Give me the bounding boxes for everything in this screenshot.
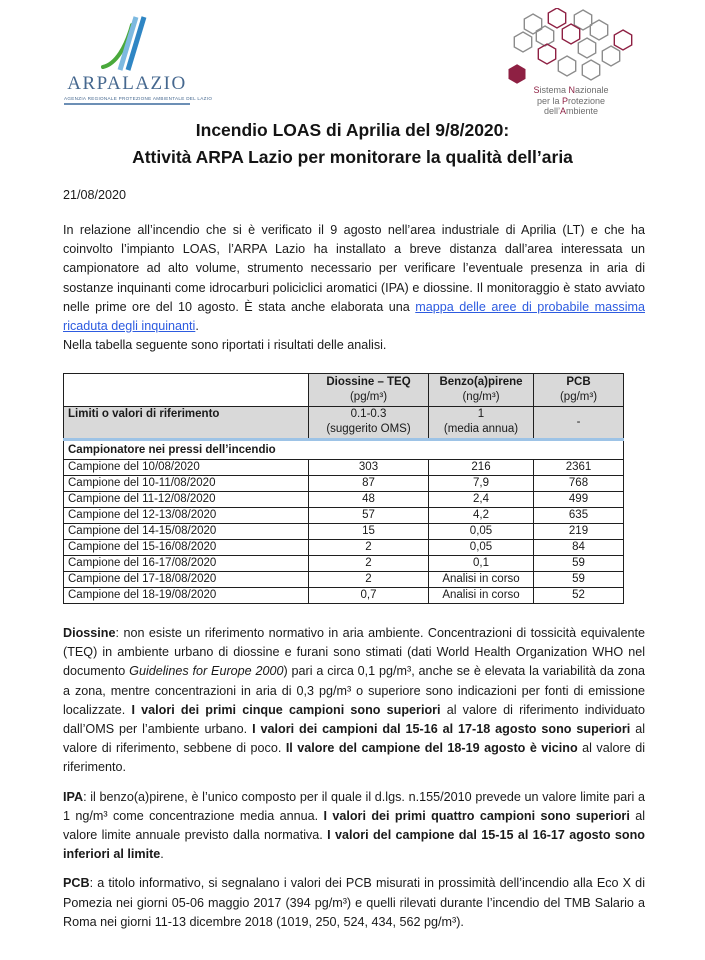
- data-cell: 768: [534, 476, 624, 492]
- row-label: Campione del 14-15/08/2020: [64, 524, 309, 540]
- data-cell: 2: [309, 540, 429, 556]
- arpalazio-logo-name: ARPALAZIO: [67, 73, 187, 94]
- table-row: [64, 540, 624, 556]
- text-segment: : non esiste un riferimento normativo in aria ambiente. Concentrazioni di tossicità equivalente (TEQ) in ambiente urbano di diossine e furani sono stimati (dati World Health Organization WHO nel documento: [63, 626, 645, 679]
- table-row: [64, 588, 624, 604]
- data-cell: 59: [534, 556, 624, 572]
- text-segment: : a titolo informativo, si segnalano i valori dei PCB misurati in prossimità dell’incendio alla Eco X di Pomezia nei giorni 05-06 maggio 2017 (394 pg/m³) e quelli rilevati durante l’incendio del TMB Salario a Roma nei giorni 11-13 dicembre 2018 (1019, 250, 524, 434, 562 pg/m³).: [63, 876, 645, 929]
- row-label: Campione del 15-16/08/2020: [64, 540, 309, 556]
- logo-text-line: [505, 96, 637, 107]
- text-segment: I valori dei primi quattro campioni sono superiori: [323, 808, 630, 823]
- text-segment: .: [160, 847, 164, 862]
- hexagon-shape: [590, 20, 607, 40]
- reference-sub: (suggerito OMS): [326, 423, 411, 435]
- column-header: [429, 374, 534, 407]
- data-cell: Analisi in corso: [429, 588, 534, 604]
- column-unit: (pg/m³): [559, 391, 598, 403]
- text-segment: istema: [539, 85, 569, 95]
- reference-row: [64, 407, 624, 440]
- text-segment: S: [533, 85, 540, 95]
- text-segment: PCB: [63, 876, 90, 891]
- results-table-body: [64, 374, 624, 604]
- data-cell: 2361: [534, 460, 624, 476]
- data-cell: 499: [534, 492, 624, 508]
- column-unit: (pg/m³): [349, 391, 388, 403]
- table-row: [64, 524, 624, 540]
- reference-value: [429, 407, 534, 440]
- document-date: 21/08/2020: [63, 188, 127, 202]
- text-segment: per la: [536, 95, 562, 106]
- reference-main: 1: [477, 408, 485, 420]
- analysis-notes: [63, 624, 645, 942]
- data-cell: 2: [309, 556, 429, 572]
- text-segment: ) pari a circa 0,1 pg/m³, anche se è elevata la variabilità da zona a zona, mentre concentrazioni in aria di 0,3 pg/m³ o superiore sono indicazioni per fonti di emissione localizzate.: [63, 664, 645, 717]
- hexagon-shape: [538, 44, 555, 64]
- hexagon-shape: [602, 46, 619, 66]
- results-table: [63, 373, 624, 604]
- text-segment: al valore di riferimento, sebbene di poco.: [63, 722, 646, 756]
- hexagon-shape: [524, 14, 541, 34]
- diossine-paragraph: [63, 624, 645, 778]
- arpalazio-logo-subtitle: AGENZIA REGIONALE PROTEZIONE AMBIENTALE DEL LAZIO: [64, 96, 190, 105]
- logo-text-line: [505, 85, 637, 96]
- table-row: [64, 556, 624, 572]
- text-segment: mbiente: [566, 106, 599, 116]
- table-row: [64, 492, 624, 508]
- text-segment: Il valore del campione del 18-19 agosto è vicino: [285, 741, 578, 756]
- reference-value: [309, 407, 429, 440]
- inline-link[interactable]: mappa delle aree di probabile massima ricaduta degli inquinanti: [63, 299, 645, 334]
- data-cell: 0,1: [429, 556, 534, 572]
- reference-label: Limiti o valori di riferimento: [64, 407, 309, 440]
- hexagon-shape: [582, 60, 599, 80]
- data-cell: 216: [429, 460, 534, 476]
- column-title: Benzo(a)pirene: [439, 376, 523, 388]
- header-row: [64, 374, 624, 407]
- reference-main: 0.1-0.3: [350, 408, 387, 420]
- row-label: Campione del 16-17/08/2020: [64, 556, 309, 572]
- intro-paragraph: [63, 221, 645, 336]
- hexagon-shape: [562, 24, 579, 44]
- title-line-2: Attività ARPA Lazio per monitorare la qualità dell’aria: [132, 147, 573, 167]
- text-segment: al valore di riferimento individuato dall’OMS per l’ambiente urbano.: [63, 702, 645, 737]
- data-cell: 84: [534, 540, 624, 556]
- column-title: PCB: [566, 376, 591, 388]
- text-segment: al valore di riferimento.: [63, 741, 645, 775]
- data-cell: 4,2: [429, 508, 534, 524]
- data-cell: Analisi in corso: [429, 572, 534, 588]
- data-cell: 219: [534, 524, 624, 540]
- data-cell: 303: [309, 460, 429, 476]
- row-label: Campione del 12-13/08/2020: [64, 508, 309, 524]
- results-table-wrap: [63, 373, 624, 604]
- text-segment: In relazione all’incendio che si è verificato il 9 agosto nell’area industriale di Aprilia (LT) e che ha coinvolto l’impianto LOAS, l’ARPA Lazio ha installato a breve distanza dall’area interessata un campionatore ad alto volume, strumento necessario per verificare l’eventuale presenza in aria di sostanze inquinanti come idrocarburi policiclici aromatici (IPA) e diossine. Il monitoraggio è stato avviato nelle prime ore del 10 agosto. È stata anche elaborata una: [63, 223, 645, 314]
- text-segment: Guidelines for Europe 2000: [129, 664, 284, 679]
- title-line-1: Incendio LOAS di Aprilia del 9/8/2020:: [195, 120, 510, 140]
- text-segment: dell’: [543, 106, 560, 116]
- hexagon-shape: [514, 32, 531, 52]
- table-row: [64, 508, 624, 524]
- row-label: Campione del 11-12/08/2020: [64, 492, 309, 508]
- row-label: Campione del 18-19/08/2020: [64, 588, 309, 604]
- data-cell: 48: [309, 492, 429, 508]
- text-segment: N: [568, 85, 575, 95]
- snpa-hexagons-icon: [487, 8, 637, 86]
- pcb-paragraph: [63, 874, 645, 932]
- data-cell: 7,9: [429, 476, 534, 492]
- row-label: Campione del 10/08/2020: [64, 460, 309, 476]
- corner-cell: [64, 374, 309, 407]
- row-label: Campione del 10-11/08/2020: [64, 476, 309, 492]
- arpalazio-logo: [64, 14, 213, 105]
- data-cell: 0,7: [309, 588, 429, 604]
- reference-main: -: [576, 416, 581, 428]
- column-unit: (ng/m³): [462, 391, 500, 403]
- snpa-logo: [487, 8, 637, 117]
- text-segment: Diossine: [63, 626, 116, 640]
- text-segment: : il benzo(a)pirene, è l’unico composto per il quale il d.lgs. n.155/2010 prevede un valore limite pari a 1 ng/m³ come concentrazione media annua.: [63, 789, 645, 823]
- intro-section: [63, 221, 645, 355]
- text-segment: .: [195, 319, 199, 334]
- arpalazio-mark-icon: [96, 14, 158, 72]
- hexagon-shape: [558, 56, 575, 76]
- text-segment: A: [559, 106, 566, 116]
- document-title: [0, 117, 705, 171]
- table-row: [64, 572, 624, 588]
- text-segment: rotezione: [568, 95, 606, 106]
- data-cell: 52: [534, 588, 624, 604]
- data-cell: 2,4: [429, 492, 534, 508]
- text-segment: I valori dei primi cinque campioni sono superiori: [131, 702, 441, 717]
- hexagon-shape: [578, 38, 595, 58]
- reference-sub: (media annua): [443, 423, 519, 435]
- text-segment: P: [561, 95, 568, 106]
- snpa-logo-text: [487, 85, 637, 117]
- intro-tail: [63, 336, 645, 355]
- text-segment: Nella tabella seguente sono riportati i risultati delle analisi.: [63, 338, 387, 353]
- text-segment: I valori dei campioni dal 15-16 al 17-18 agosto sono superiori: [252, 722, 631, 737]
- column-header: [534, 374, 624, 407]
- data-cell: 59: [534, 572, 624, 588]
- text-segment: I valori del campione dal 15-15 al 16-17 agosto sono inferiori al limite: [63, 828, 645, 862]
- table-row: [64, 460, 624, 476]
- text-segment: IPA: [63, 789, 84, 804]
- data-cell: 15: [309, 524, 429, 540]
- hexagon-shape: [536, 26, 553, 46]
- data-cell: 87: [309, 476, 429, 492]
- column-header: [309, 374, 429, 407]
- column-title: Diossine – TEQ: [326, 376, 411, 388]
- section-row: [64, 440, 624, 460]
- text-segment: azionale: [575, 85, 609, 95]
- hexagon-shape: [548, 8, 565, 28]
- data-cell: 57: [309, 508, 429, 524]
- data-cell: 0,05: [429, 540, 534, 556]
- data-cell: 2: [309, 572, 429, 588]
- section-label: Campionatore nei pressi dell’incendio: [64, 440, 624, 460]
- hexagon-shape: [509, 65, 525, 83]
- reference-value: [534, 407, 624, 440]
- row-label: Campione del 17-18/08/2020: [64, 572, 309, 588]
- ipa-paragraph: [63, 788, 645, 865]
- data-cell: 635: [534, 508, 624, 524]
- hexagon-shape: [614, 30, 631, 50]
- logo-text-line: [505, 106, 637, 117]
- data-cell: 0,05: [429, 524, 534, 540]
- text-segment: al valore limite annuale previsto dalla normativa.: [63, 808, 646, 843]
- table-row: [64, 476, 624, 492]
